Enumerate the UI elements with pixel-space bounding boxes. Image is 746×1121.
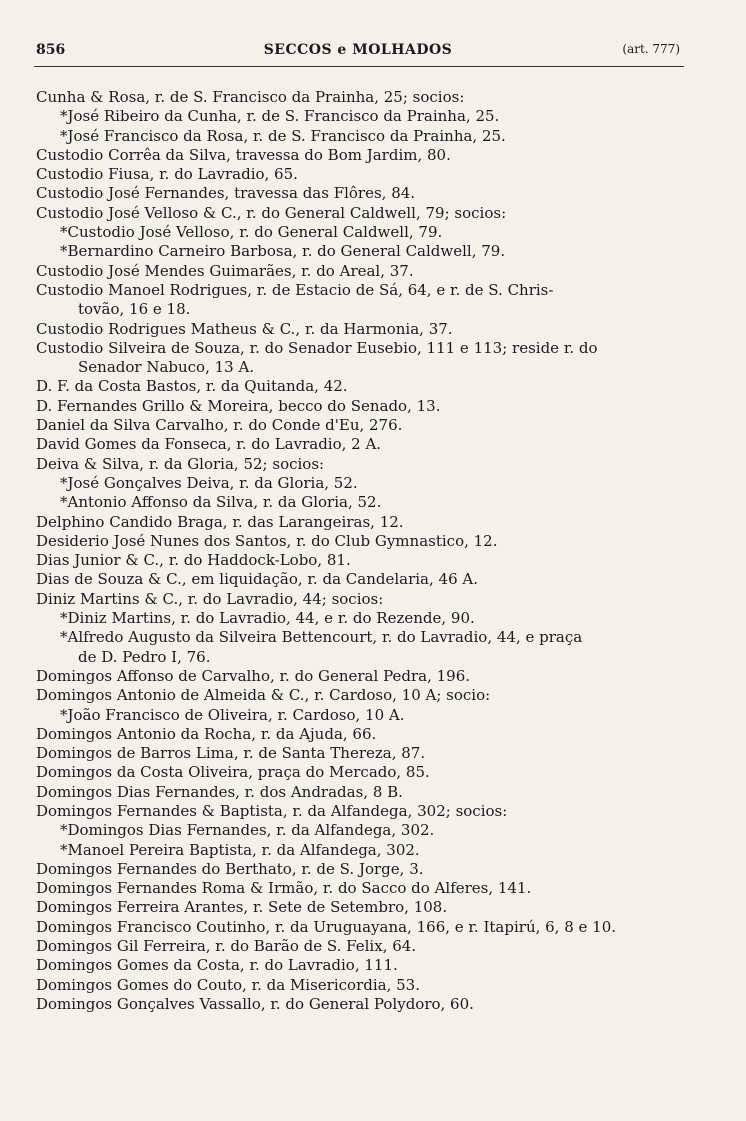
directory-entry: Custodio Corrêa da Silva, travessa do Bom Jardim, 80. — [36, 145, 451, 164]
directory-entry: Domingos Fernandes Roma & Irmão, r. do Sacco do Alferes, 141. — [36, 879, 532, 898]
entry-detail: *Antonio Affonso da Silva, r. da Gloria, 52. — [60, 493, 382, 512]
directory-entry: Domingos Antonio de Almeida & C., r. Cardoso, 10 A; socio: — [36, 686, 491, 705]
directory-entry: David Gomes da Fonseca, r. do Lavradio, 2 A. — [36, 435, 382, 454]
directory-entry: Custodio José Mendes Guimarães, r. do Areal, 37. — [36, 261, 414, 280]
article-reference: (art. 777) — [622, 42, 680, 56]
entry-detail: *José Gonçalves Deiva, r. da Gloria, 52. — [60, 473, 358, 492]
directory-entry: Domingos de Barros Lima, r. de Santa Thereza, 87. — [36, 744, 426, 763]
entry-list — [36, 88, 676, 1014]
directory-entry: Domingos Gomes do Couto, r. da Misericordia, 53. — [36, 975, 420, 994]
directory-entry: Diniz Martins & C., r. do Lavradio, 44; socios: — [36, 589, 384, 608]
directory-entry: Domingos Francisco Coutinho, r. da Uruguayana, 166, e r. Itapirú, 6, 8 e 10. — [36, 917, 617, 936]
directory-entry: Domingos Dias Fernandes, r. dos Andradas, 8 B. — [36, 782, 403, 801]
entry-detail: tovão, 16 e 18. — [78, 300, 191, 319]
entry-detail: *José Ribeiro da Cunha, r. de S. Francisco da Prainha, 25. — [60, 107, 500, 126]
header-rule — [34, 66, 684, 67]
directory-entry: Dias de Souza & C., em liquidação, r. da Candelaria, 46 A. — [36, 570, 478, 589]
entry-detail: *Manoel Pereira Baptista, r. da Alfandega, 302. — [60, 840, 420, 859]
directory-entry: Cunha & Rosa, r. de S. Francisco da Prainha, 25; socios: — [36, 88, 465, 106]
page-header — [36, 42, 680, 64]
entry-detail: de D. Pedro I, 76. — [78, 647, 211, 666]
directory-entry: D. Fernandes Grillo & Moreira, becco do Senado, 13. — [36, 396, 441, 415]
entry-detail: *Diniz Martins, r. do Lavradio, 44, e r. do Rezende, 90. — [60, 609, 475, 628]
directory-entry: Custodio Silveira de Souza, r. do Senador Eusebio, 111 e 113; reside r. do — [36, 338, 598, 357]
directory-entry: Custodio José Velloso & C., r. do General Caldwell, 79; socios: — [36, 203, 507, 222]
entry-detail: *Bernardino Carneiro Barbosa, r. do General Caldwell, 79. — [60, 242, 506, 261]
directory-entry: Delphino Candido Braga, r. das Larangeiras, 12. — [36, 512, 404, 531]
entry-detail: *Alfredo Augusto da Silveira Bettencourt, r. do Lavradio, 44, e praça — [60, 628, 583, 647]
directory-entry: Custodio Fiusa, r. do Lavradio, 65. — [36, 165, 298, 184]
directory-entry: Domingos Affonso de Carvalho, r. do General Pedra, 196. — [36, 666, 471, 685]
directory-entry: Domingos Gonçalves Vassallo, r. do General Polydoro, 60. — [36, 994, 474, 1013]
directory-entry: Domingos Gil Ferreira, r. do Barão de S. Felix, 64. — [36, 937, 417, 956]
directory-entry: Custodio Rodrigues Matheus & C., r. da Harmonia, 37. — [36, 319, 453, 338]
page-number: 856 — [36, 42, 66, 58]
directory-entry: Domingos Gomes da Costa, r. do Lavradio, 111. — [36, 956, 398, 975]
page-title: SECCOS e MOLHADOS — [263, 42, 453, 58]
directory-entry: Domingos Fernandes do Berthato, r. de S. Jorge, 3. — [36, 859, 424, 878]
entry-detail: *João Francisco de Oliveira, r. Cardoso, 10 A. — [60, 705, 405, 724]
directory-entry: Custodio José Fernandes, travessa das Flôres, 84. — [36, 184, 416, 203]
entry-detail: *Custodio José Velloso, r. do General Caldwell, 79. — [60, 223, 443, 242]
directory-entry: Desiderio José Nunes dos Santos, r. do Club Gymnastico, 12. — [36, 531, 498, 550]
directory-entry: Domingos da Costa Oliveira, praça do Mercado, 85. — [36, 763, 430, 782]
entry-detail: *José Francisco da Rosa, r. de S. Francisco da Prainha, 25. — [60, 126, 506, 145]
entry-detail: *Domingos Dias Fernandes, r. da Alfandega, 302. — [60, 821, 435, 840]
entry-detail: Senador Nabuco, 13 A. — [78, 358, 255, 377]
directory-entry: Domingos Ferreira Arantes, r. Sete de Setembro, 108. — [36, 898, 448, 917]
directory-entry: Daniel da Silva Carvalho, r. do Conde d'Eu, 276. — [36, 416, 403, 435]
directory-entry: Dias Junior & C., r. do Haddock-Lobo, 81. — [36, 551, 351, 570]
directory-entry: Domingos Antonio da Rocha, r. da Ajuda, 66. — [36, 724, 377, 743]
directory-entry: Domingos Fernandes & Baptista, r. da Alfandega, 302; socios: — [36, 801, 508, 820]
directory-entry: D. F. da Costa Bastos, r. da Quitanda, 42. — [36, 377, 348, 396]
directory-entry: Deiva & Silva, r. da Gloria, 52; socios: — [36, 454, 325, 473]
directory-entry: Custodio Manoel Rodrigues, r. de Estacio de Sá, 64, e r. de S. Chris- — [36, 280, 554, 299]
